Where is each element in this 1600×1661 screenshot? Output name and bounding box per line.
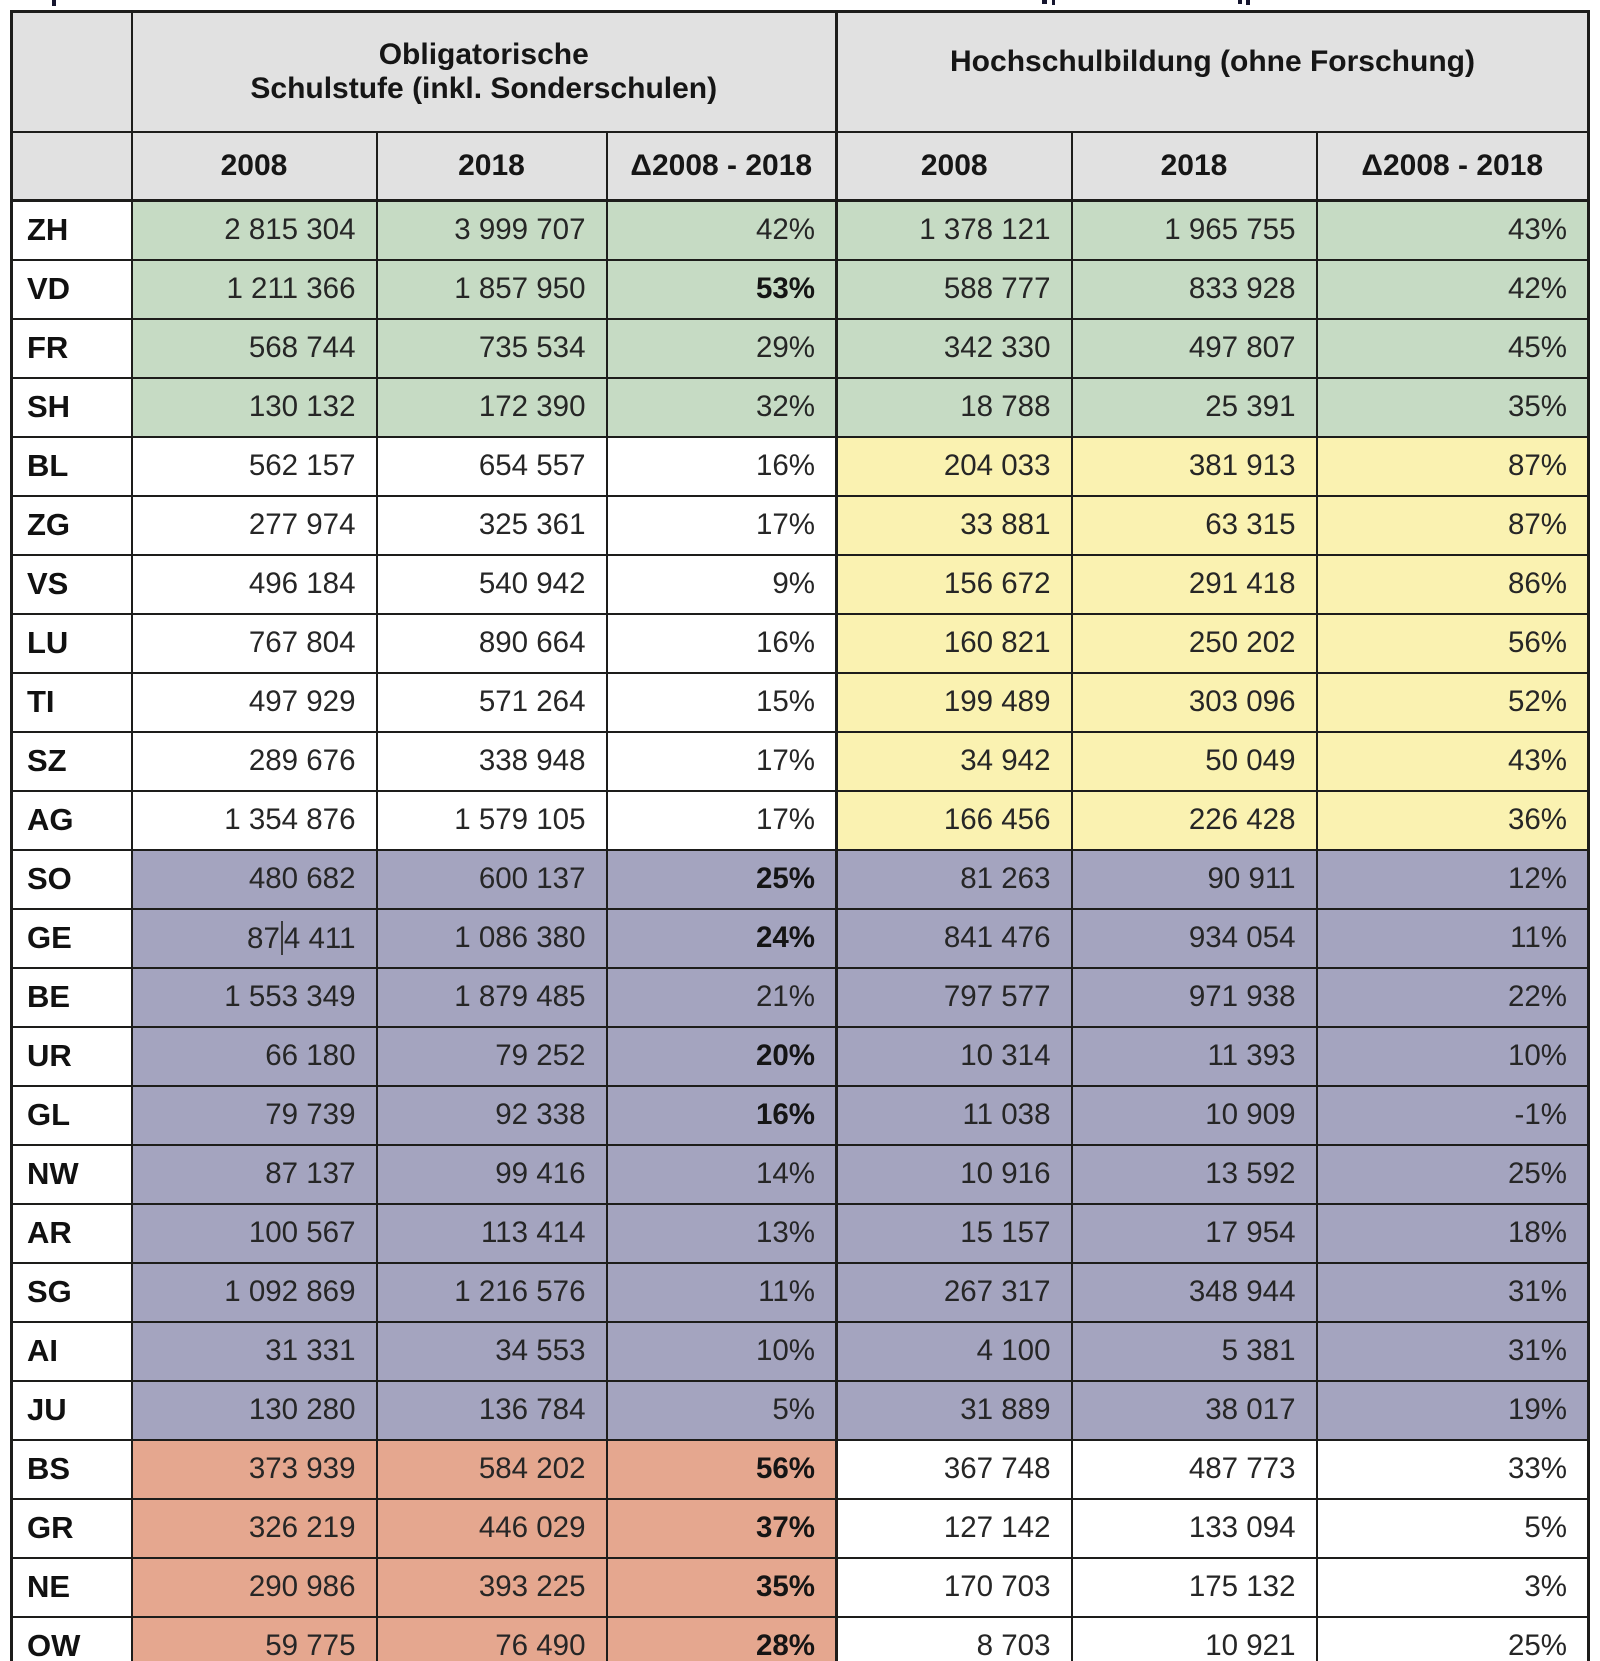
cell-hs-2018: 226 428 xyxy=(1072,791,1317,850)
cell-hs-2018: 90 911 xyxy=(1072,850,1317,909)
cell-os-2008: 326 219 xyxy=(132,1499,377,1558)
cell-hs-2018: 303 096 xyxy=(1072,673,1317,732)
cell-hs-2018: 971 938 xyxy=(1072,968,1317,1027)
cell-hs-delta: 43% xyxy=(1317,732,1589,791)
cell-hs-2008: 797 577 xyxy=(837,968,1072,1027)
cell-hs-delta: 36% xyxy=(1317,791,1589,850)
table-row xyxy=(12,201,1589,260)
group-header-row xyxy=(12,12,1589,133)
group-header-line1: Obligatorische xyxy=(378,38,589,71)
cell-os-delta: 16% xyxy=(607,1086,837,1145)
cell-os-delta: 9% xyxy=(607,555,837,614)
canton-label: LU xyxy=(12,614,132,673)
cell-os-2018: 92 338 xyxy=(377,1086,607,1145)
cell-hs-2008: 841 476 xyxy=(837,909,1072,968)
cell-hs-delta: 12% xyxy=(1317,850,1589,909)
cell-hs-2008: 267 317 xyxy=(837,1263,1072,1322)
cell-os-2008: 2 815 304 xyxy=(132,201,377,260)
cell-os-2008: 79 739 xyxy=(132,1086,377,1145)
cell-os-delta: 42% xyxy=(607,201,837,260)
cell-os-2018: 890 664 xyxy=(377,614,607,673)
cell-os-delta: 17% xyxy=(607,732,837,791)
cell-hs-delta: 87% xyxy=(1317,496,1589,555)
cell-os-2008: 130 280 xyxy=(132,1381,377,1440)
cell-os-delta: 28% xyxy=(607,1617,837,1661)
cell-os-delta: 17% xyxy=(607,496,837,555)
cell-hs-2008: 33 881 xyxy=(837,496,1072,555)
cell-hs-delta: 10% xyxy=(1317,1027,1589,1086)
cell-hs-2018: 5 381 xyxy=(1072,1322,1317,1381)
cell-os-2018: 79 252 xyxy=(377,1027,607,1086)
cell-os-2018: 1 086 380 xyxy=(377,909,607,968)
cropped-text-artifact xyxy=(52,0,56,6)
cell-hs-2008: 160 821 xyxy=(837,614,1072,673)
cell-hs-2008: 199 489 xyxy=(837,673,1072,732)
cell-os-2018: 571 264 xyxy=(377,673,607,732)
cell-hs-delta: 86% xyxy=(1317,555,1589,614)
cell-hs-delta: 87% xyxy=(1317,437,1589,496)
cell-os-2018: 1 579 105 xyxy=(377,791,607,850)
canton-label: SZ xyxy=(12,732,132,791)
cell-hs-2008: 367 748 xyxy=(837,1440,1072,1499)
col-header-os-2018: 2018 xyxy=(377,132,607,201)
table-row xyxy=(12,1558,1589,1617)
cell-hs-2018: 63 315 xyxy=(1072,496,1317,555)
cell-os-2018: 325 361 xyxy=(377,496,607,555)
cell-hs-2008: 156 672 xyxy=(837,555,1072,614)
column-header-row xyxy=(12,132,1589,201)
cell-hs-2008: 11 038 xyxy=(837,1086,1072,1145)
cell-hs-2018: 291 418 xyxy=(1072,555,1317,614)
canton-label: BS xyxy=(12,1440,132,1499)
table-row xyxy=(12,437,1589,496)
col-header-hs-delta: Δ2008 - 2018 xyxy=(1317,132,1589,201)
table-row xyxy=(12,319,1589,378)
cell-hs-2018: 17 954 xyxy=(1072,1204,1317,1263)
cell-hs-2018: 487 773 xyxy=(1072,1440,1317,1499)
cell-hs-2008: 31 889 xyxy=(837,1381,1072,1440)
cell-os-2018: 393 225 xyxy=(377,1558,607,1617)
canton-label: OW xyxy=(12,1617,132,1661)
cell-hs-2008: 342 330 xyxy=(837,319,1072,378)
table-row xyxy=(12,614,1589,673)
cell-hs-delta: 25% xyxy=(1317,1617,1589,1661)
cell-os-2018: 99 416 xyxy=(377,1145,607,1204)
canton-label: JU xyxy=(12,1381,132,1440)
cell-os-2008: 1 092 869 xyxy=(132,1263,377,1322)
cell-os-2008: 289 676 xyxy=(132,732,377,791)
cell-os-delta: 11% xyxy=(607,1263,837,1322)
canton-label: VS xyxy=(12,555,132,614)
table-row xyxy=(12,378,1589,437)
canton-label: FR xyxy=(12,319,132,378)
cell-os-2008: 59 775 xyxy=(132,1617,377,1661)
cell-os-2008: 497 929 xyxy=(132,673,377,732)
cell-hs-delta: 19% xyxy=(1317,1381,1589,1440)
cell-os-2008: 1 354 876 xyxy=(132,791,377,850)
cropped-text-artifact xyxy=(1042,0,1047,4)
table-row xyxy=(12,555,1589,614)
cell-hs-2018: 833 928 xyxy=(1072,260,1317,319)
cell-os-2018: 446 029 xyxy=(377,1499,607,1558)
cell-hs-2018: 10 921 xyxy=(1072,1617,1317,1661)
cell-hs-2008: 166 456 xyxy=(837,791,1072,850)
table-body xyxy=(12,201,1589,1661)
cell-hs-2018: 11 393 xyxy=(1072,1027,1317,1086)
cell-hs-2008: 204 033 xyxy=(837,437,1072,496)
canton-label: GR xyxy=(12,1499,132,1558)
cell-hs-2008: 15 157 xyxy=(837,1204,1072,1263)
cell-hs-2008: 18 788 xyxy=(837,378,1072,437)
cell-hs-2008: 1 378 121 xyxy=(837,201,1072,260)
table-row xyxy=(12,1440,1589,1499)
cell-hs-delta: 5% xyxy=(1317,1499,1589,1558)
cell-hs-2008: 34 942 xyxy=(837,732,1072,791)
cell-hs-2018: 38 017 xyxy=(1072,1381,1317,1440)
canton-label: AG xyxy=(12,791,132,850)
canton-label: BE xyxy=(12,968,132,1027)
cell-hs-2008: 4 100 xyxy=(837,1322,1072,1381)
cell-os-2018: 1 216 576 xyxy=(377,1263,607,1322)
cell-os-2018: 136 784 xyxy=(377,1381,607,1440)
canton-label: SG xyxy=(12,1263,132,1322)
group-header-obligatorische-schulstufe xyxy=(132,12,837,133)
cell-hs-delta: 42% xyxy=(1317,260,1589,319)
cell-os-2008: 31 331 xyxy=(132,1322,377,1381)
table-row xyxy=(12,791,1589,850)
cell-os-delta: 53% xyxy=(607,260,837,319)
cell-hs-delta: 52% xyxy=(1317,673,1589,732)
cell-hs-2008: 8 703 xyxy=(837,1617,1072,1661)
cell-os-2008: 480 682 xyxy=(132,850,377,909)
cell-os-2008: 87 137 xyxy=(132,1145,377,1204)
cell-os-2008: 562 157 xyxy=(132,437,377,496)
cell-hs-delta: 35% xyxy=(1317,378,1589,437)
group-header-hochschulbildung: Hochschulbildung (ohne Forschung) xyxy=(837,12,1589,133)
cell-hs-delta: 3% xyxy=(1317,1558,1589,1617)
cell-os-delta: 20% xyxy=(607,1027,837,1086)
canton-label: BL xyxy=(12,437,132,496)
table-row xyxy=(12,1263,1589,1322)
table-row xyxy=(12,850,1589,909)
cell-os-2008: 373 939 xyxy=(132,1440,377,1499)
cell-hs-delta: 56% xyxy=(1317,614,1589,673)
cell-os-2018: 113 414 xyxy=(377,1204,607,1263)
cell-hs-2008: 127 142 xyxy=(837,1499,1072,1558)
table-row xyxy=(12,968,1589,1027)
cell-os-delta: 24% xyxy=(607,909,837,968)
cell-os-delta: 5% xyxy=(607,1381,837,1440)
table-row xyxy=(12,1086,1589,1145)
cell-hs-delta: 45% xyxy=(1317,319,1589,378)
cell-os-2018: 735 534 xyxy=(377,319,607,378)
cell-os-2008: 767 804 xyxy=(132,614,377,673)
cell-os-delta: 25% xyxy=(607,850,837,909)
table-row xyxy=(12,1322,1589,1381)
cell-os-2018: 654 557 xyxy=(377,437,607,496)
cell-os-2018: 1 879 485 xyxy=(377,968,607,1027)
table-row xyxy=(12,260,1589,319)
col-header-os-2008: 2008 xyxy=(132,132,377,201)
table-row xyxy=(12,1617,1589,1661)
cell-hs-delta: 33% xyxy=(1317,1440,1589,1499)
cell-hs-2008: 10 314 xyxy=(837,1027,1072,1086)
col-header-hs-2008: 2008 xyxy=(837,132,1072,201)
corner-cell xyxy=(12,132,132,201)
table-row xyxy=(12,732,1589,791)
cell-os-2008: 66 180 xyxy=(132,1027,377,1086)
cropped-text-artifact xyxy=(1246,0,1250,5)
text-caret xyxy=(281,921,283,955)
cell-os-2018: 584 202 xyxy=(377,1440,607,1499)
canton-label: ZG xyxy=(12,496,132,555)
canton-label: VD xyxy=(12,260,132,319)
col-header-hs-2018: 2018 xyxy=(1072,132,1317,201)
cell-hs-delta: 43% xyxy=(1317,201,1589,260)
cell-hs-delta: 31% xyxy=(1317,1322,1589,1381)
cell-hs-delta: 11% xyxy=(1317,909,1589,968)
cell-os-delta: 29% xyxy=(607,319,837,378)
cell-os-delta: 35% xyxy=(607,1558,837,1617)
cell-os-delta: 21% xyxy=(607,968,837,1027)
cell-os-delta: 14% xyxy=(607,1145,837,1204)
cell-hs-2008: 10 916 xyxy=(837,1145,1072,1204)
cropped-text-artifact xyxy=(1238,0,1242,4)
corner-cell xyxy=(12,12,132,133)
cell-os-2008: 290 986 xyxy=(132,1558,377,1617)
table-row xyxy=(12,1145,1589,1204)
cell-os-delta: 15% xyxy=(607,673,837,732)
cell-hs-2018: 175 132 xyxy=(1072,1558,1317,1617)
cell-hs-2018: 381 913 xyxy=(1072,437,1317,496)
canton-label: ZH xyxy=(12,201,132,260)
table-row xyxy=(12,673,1589,732)
group-header-line2: Schulstufe (inkl. Sonderschulen) xyxy=(250,72,718,105)
col-header-os-delta: Δ2008 - 2018 xyxy=(607,132,837,201)
cell-hs-2008: 81 263 xyxy=(837,850,1072,909)
cell-os-2018: 34 553 xyxy=(377,1322,607,1381)
canton-label: AR xyxy=(12,1204,132,1263)
cell-hs-2018: 13 592 xyxy=(1072,1145,1317,1204)
cell-os-2008: 87 4 411 xyxy=(132,909,377,968)
table-row xyxy=(12,496,1589,555)
cell-hs-2018: 348 944 xyxy=(1072,1263,1317,1322)
table-row xyxy=(12,909,1589,968)
canton-label: AI xyxy=(12,1322,132,1381)
cell-os-2008: 277 974 xyxy=(132,496,377,555)
table-row xyxy=(12,1499,1589,1558)
canton-label: UR xyxy=(12,1027,132,1086)
cell-os-delta: 16% xyxy=(607,614,837,673)
cell-os-2008: 496 184 xyxy=(132,555,377,614)
canton-label: SH xyxy=(12,378,132,437)
table-row xyxy=(12,1381,1589,1440)
table-row xyxy=(12,1204,1589,1263)
cell-hs-2018: 25 391 xyxy=(1072,378,1317,437)
cell-os-2008: 130 132 xyxy=(132,378,377,437)
cell-os-2018: 600 137 xyxy=(377,850,607,909)
cell-hs-delta: 22% xyxy=(1317,968,1589,1027)
cell-hs-2008: 588 777 xyxy=(837,260,1072,319)
table-row xyxy=(12,1027,1589,1086)
cell-os-2008: 1 211 366 xyxy=(132,260,377,319)
cell-hs-2018: 250 202 xyxy=(1072,614,1317,673)
canton-label: GE xyxy=(12,909,132,968)
canton-label: TI xyxy=(12,673,132,732)
cell-os-delta: 56% xyxy=(607,1440,837,1499)
cell-hs-2018: 1 965 755 xyxy=(1072,201,1317,260)
canton-education-spending-table xyxy=(10,10,1590,1661)
cell-os-2018: 540 942 xyxy=(377,555,607,614)
cell-hs-2018: 497 807 xyxy=(1072,319,1317,378)
canton-label: NW xyxy=(12,1145,132,1204)
cell-hs-2008: 170 703 xyxy=(837,1558,1072,1617)
cell-os-2008: 568 744 xyxy=(132,319,377,378)
cell-hs-2018: 934 054 xyxy=(1072,909,1317,968)
canton-label: SO xyxy=(12,850,132,909)
cell-os-delta: 13% xyxy=(607,1204,837,1263)
cell-os-2018: 76 490 xyxy=(377,1617,607,1661)
cell-hs-2018: 50 049 xyxy=(1072,732,1317,791)
cell-hs-delta: 25% xyxy=(1317,1145,1589,1204)
cell-os-delta: 17% xyxy=(607,791,837,850)
canton-label: NE xyxy=(12,1558,132,1617)
cell-hs-delta: -1% xyxy=(1317,1086,1589,1145)
cell-os-2008: 1 553 349 xyxy=(132,968,377,1027)
cell-hs-2018: 133 094 xyxy=(1072,1499,1317,1558)
cell-os-2018: 338 948 xyxy=(377,732,607,791)
cell-os-delta: 16% xyxy=(607,437,837,496)
cell-os-delta: 32% xyxy=(607,378,837,437)
cell-os-delta: 10% xyxy=(607,1322,837,1381)
cell-hs-2018: 10 909 xyxy=(1072,1086,1317,1145)
cell-os-2008: 100 567 xyxy=(132,1204,377,1263)
canton-label: GL xyxy=(12,1086,132,1145)
cell-hs-delta: 18% xyxy=(1317,1204,1589,1263)
cell-os-2018: 1 857 950 xyxy=(377,260,607,319)
cell-os-2018: 172 390 xyxy=(377,378,607,437)
cell-hs-delta: 31% xyxy=(1317,1263,1589,1322)
cell-os-delta: 37% xyxy=(607,1499,837,1558)
cell-os-2018: 3 999 707 xyxy=(377,201,607,260)
cropped-text-artifact xyxy=(1052,0,1055,5)
